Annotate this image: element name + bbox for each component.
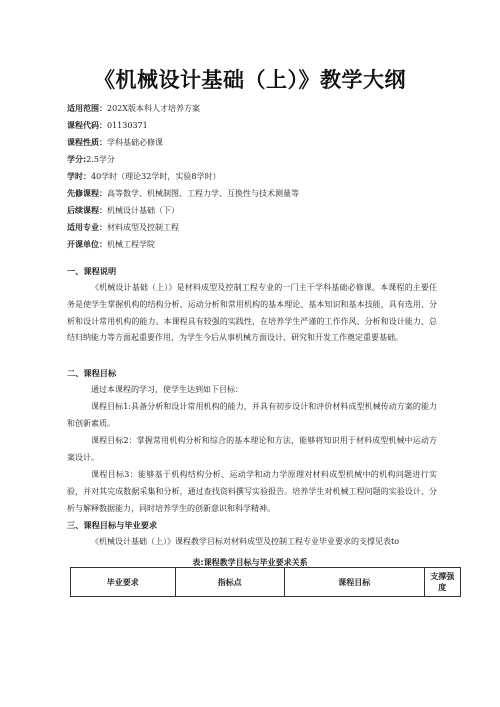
section-3-text: 《机械设计基础（上）》课程教学目标对材料成型及控制工程专业毕业要求的支撑见表to xyxy=(91,537,400,546)
document-title: 《机械设计基础（上）》教学大纲 xyxy=(94,68,406,92)
meta-scope: 适用范围：202X版本科人才培养方案 xyxy=(67,104,200,113)
header-course-goal: 课程目标 xyxy=(284,568,424,597)
section-1-text: 《机械设计基础（上）》是材料成型及控制工程专业的一门主干学科基础必修课。本课程的主要任务是使学生掌握机构的结构分析、运动分析和常用机构的基本理论、基本知识和基本技能，具有选用、分析和设计常用机构的能力。本课程具有较强的实践性，在培养学生严谨的工作作风、分析和设计能力、总结归纳能力等方面起重要作用，为学生今后从事机械方面设计、研究和开发工作奠定重要基础。 xyxy=(67,283,437,343)
header-indicator: 指标点 xyxy=(175,568,284,597)
goal-2: 课程目标2：掌握常用机构分析和综合的基本理论和方法，能够将知识用于材料成型机械中运动方案设计。 xyxy=(67,436,437,462)
meta-prerequisites: 先修课程：高等数学、机械制图、工程力学、互换性与技术测量等 xyxy=(67,189,299,198)
meta-major: 适用专业：材料成型及控制工程 xyxy=(67,223,179,232)
goals-intro: 通过本课程的学习，使学生达到如下目标： xyxy=(91,385,243,394)
section-heading-2: 二、课程目标 xyxy=(67,368,117,378)
meta-credits: 学分:2.5学分 xyxy=(67,155,115,164)
goal-3: 课程目标3：能够基于机构结构分析、运动学和动力学原理对材料成型机械中的机构问题进行实验，并对其完成数据采集和分析，通过查找资料撰写实验报告。培养学生对机械工程问题的实验设计、分析与解释数据能力，同时培养学生的创新意识和科学精神。 xyxy=(67,470,437,513)
header-support-strength: 支撑强度 xyxy=(424,568,460,597)
section-heading-1: 一、课程说明 xyxy=(67,266,117,276)
header-graduation-requirement: 毕业要求 xyxy=(71,568,176,597)
meta-hours: 学时：40学时（理论32学时，实验8学时） xyxy=(67,172,221,181)
meta-unit: 开课单位：机械工程学院 xyxy=(67,240,155,249)
meta-followup: 后续课程：机械设计基础（下） xyxy=(67,206,179,215)
section-heading-3: 三、课程目标与毕业要求 xyxy=(67,520,158,530)
table-caption: 表:课程教学目标与毕业要求关系 xyxy=(192,558,308,567)
table-header-row xyxy=(71,568,461,597)
requirements-table xyxy=(70,567,461,597)
goal-1: 课程目标1:具备分析和设计常用机构的能力，并具有初步设计和评价材料成型机械传动方案的能力和创新素质。 xyxy=(67,402,437,428)
meta-code: 课程代码：01130371 xyxy=(67,121,148,130)
meta-nature: 课程性质：学科基础必修课 xyxy=(67,138,163,147)
course-meta xyxy=(67,100,447,253)
